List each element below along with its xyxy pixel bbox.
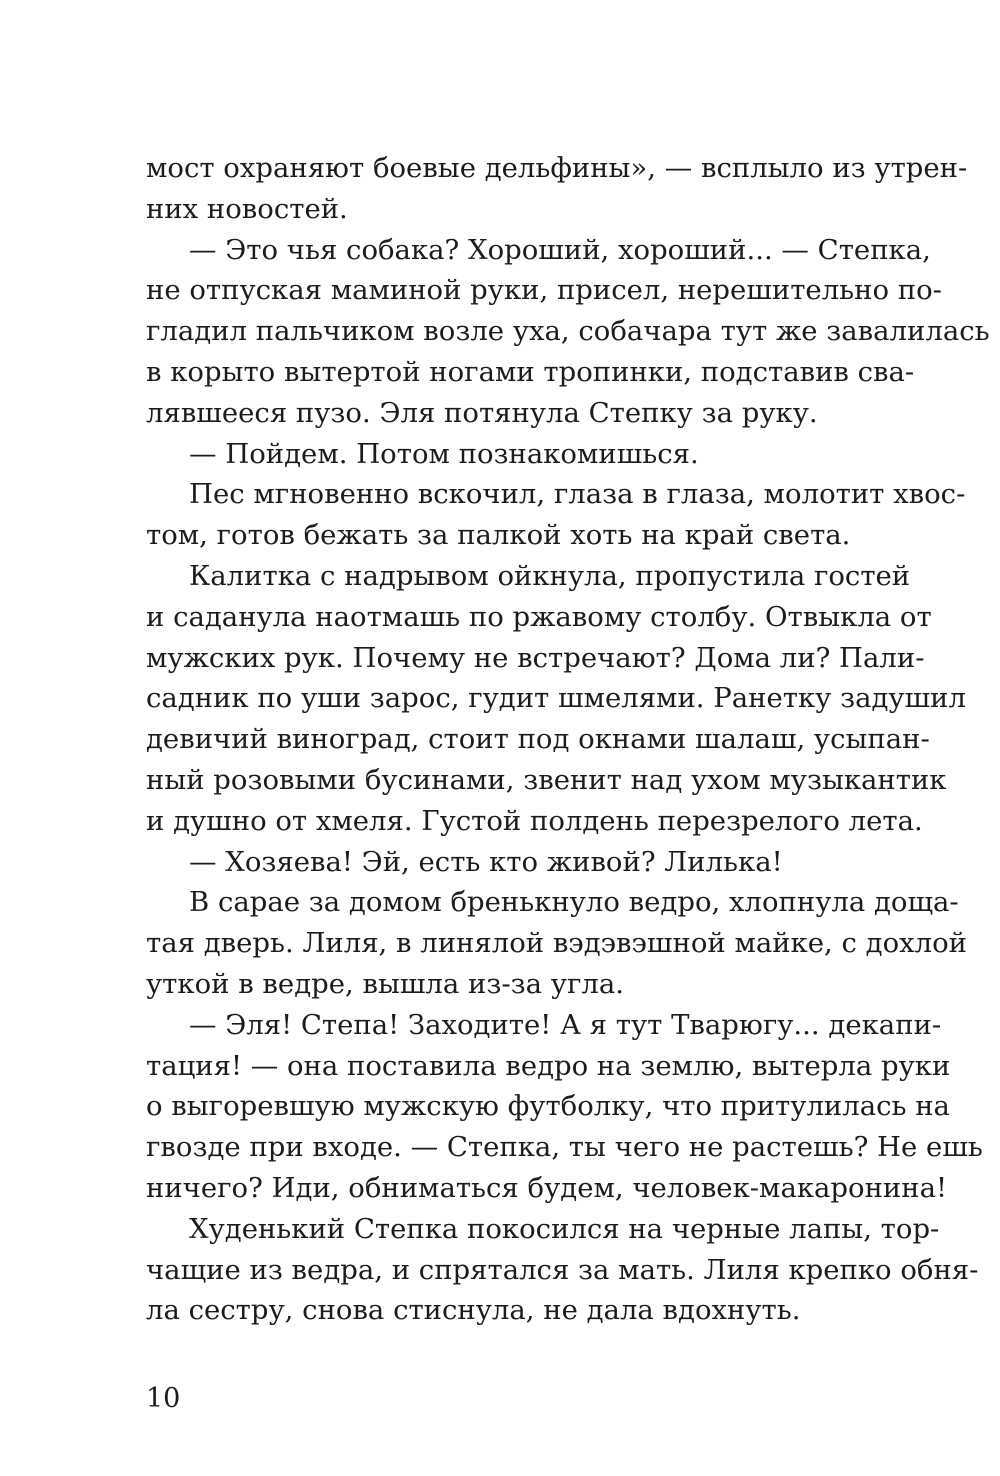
text-line: гладил пальчиком возле уха, собачара тут же завалилась [146, 315, 990, 348]
text-line: них новостей. [146, 192, 348, 225]
text-line: лявшееся пузо. Эля потянула Степку за руку. [146, 396, 818, 429]
text-line: Худенький Степка покосился на черные лапы, тор- [189, 1212, 940, 1245]
text-line: — Эля! Степа! Заходите! А я тут Тварюгу... декапи- [189, 1008, 942, 1041]
text-line: гвозде при входе. — Степка, ты чего не растешь? Не ешь [146, 1131, 983, 1164]
text-line: — Это чья собака? Хороший, хороший... — Степка, [189, 233, 931, 266]
text-line: тая дверь. Лиля, в линялой вэдэвэшной майке, с дохлой [146, 927, 967, 960]
text-line: и саданула наотмашь по ржавому столбу. Отвыкла от [146, 600, 932, 633]
text-line: Пес мгновенно вскочил, глаза в глаза, молотит хвос- [189, 478, 966, 511]
text-line: чащие из ведра, и спрятался за мать. Лиля крепко обня- [146, 1253, 979, 1286]
text-line: В сарае за домом бренькнуло ведро, хлопнула доща- [189, 886, 959, 919]
body-text [146, 148, 990, 1331]
text-line: садник по уши зарос, гудит шмелями. Ранетку задушил [146, 682, 966, 715]
text-line: в корыто вытертой ногами тропинки, подставив сва- [146, 355, 915, 388]
text-line: девичий виноград, стоит под окнами шалаш, усыпан- [146, 723, 930, 756]
text-line: уткой в ведре, вышла из-за угла. [146, 967, 624, 1000]
text-line: — Пойдем. Потом познакомишься. [189, 437, 699, 470]
text-line: ла сестру, снова стиснула, не дала вдохнуть. [146, 1294, 801, 1327]
text-line: тация! — она поставила ведро на землю, вытерла руки [146, 1049, 951, 1082]
text-line: Калитка с надрывом ойкнула, пропустила гостей [189, 559, 911, 592]
text-line: — Хозяева! Эй, есть кто живой? Лилька! [189, 845, 783, 878]
text-line: и душно от хмеля. Густой полдень перезрелого лета. [146, 804, 923, 837]
text-line: мужских рук. Почему не встречают? Дома ли? Пали- [146, 641, 925, 674]
text-line: ный розовыми бусинами, звенит над ухом музыкантик [146, 763, 947, 796]
text-line: не отпуская маминой руки, присел, нерешительно по- [146, 274, 942, 307]
text-line: о выгоревшую мужскую футболку, что притулилась на [146, 1090, 950, 1123]
text-line: том, готов бежать за палкой хоть на край света. [146, 519, 851, 552]
text-line: ничего? Иди, обниматься будем, человек-макаронина! [146, 1171, 948, 1204]
page-number: 10 [146, 1383, 181, 1414]
text-line: мост охраняют боевые дельфины», — всплыло из утрен- [146, 152, 968, 184]
